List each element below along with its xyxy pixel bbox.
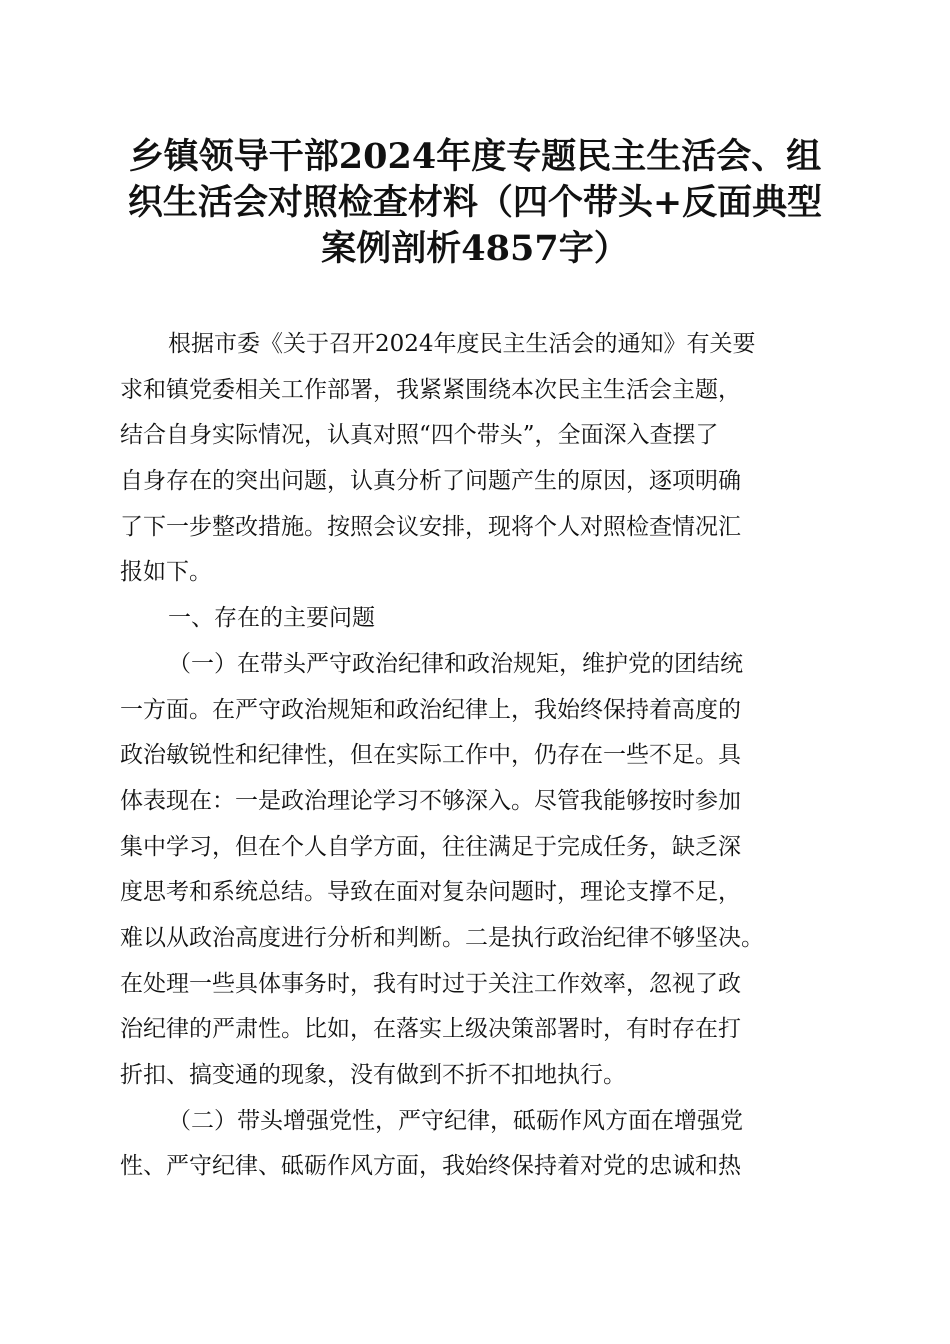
title-line: 案例剖析4857字） bbox=[321, 228, 629, 269]
text-line: （二）带头增强党性，严守纪律，砥砺作风方面在增强党 bbox=[168, 1107, 743, 1134]
text-line: 体表现在：一是政治理论学习不够深入。尽管我能够按时参加 bbox=[120, 787, 741, 814]
paragraph-part-one bbox=[120, 642, 832, 1099]
text-line: 根据市委《关于召开2024年度民主生活会的通知》有关要 bbox=[168, 331, 756, 357]
text-line: 难以从政治高度进行分析和判断。二是执行政治纪律不够坚决。 bbox=[120, 924, 764, 951]
intro-paragraph bbox=[120, 322, 832, 596]
paragraph-part-two bbox=[120, 1099, 832, 1190]
title-line: 织生活会对照检查材料（四个带头+反面典型 bbox=[127, 182, 823, 223]
text-line: 了下一步整改措施。按照会议安排，现将个人对照检查情况汇 bbox=[120, 513, 741, 540]
text-line: 政治敏锐性和纪律性，但在实际工作中，仍存在一些不足。具 bbox=[120, 742, 741, 769]
section-heading: 一、存在的主要问题 bbox=[168, 605, 375, 632]
text-line: 求和镇党委相关工作部署，我紧紧围绕本次民主生活会主题， bbox=[120, 376, 741, 403]
text-line: 集中学习，但在个人自学方面，往往满足于完成任务，缺乏深 bbox=[120, 833, 741, 860]
text-line: （一）在带头严守政治纪律和政治规矩，维护党的团结统 bbox=[168, 650, 743, 677]
document-body bbox=[120, 322, 832, 1190]
text-line: 自身存在的突出问题，认真分析了问题产生的原因，逐项明确 bbox=[120, 468, 741, 495]
text-line: 性、严守纪律、砥砺作风方面，我始终保持着对党的忠诚和热 bbox=[120, 1153, 741, 1180]
title-line: 乡镇领导干部2024年度专题民主生活会、组 bbox=[128, 136, 822, 177]
document-title bbox=[118, 134, 832, 272]
text-line: 折扣、搞变通的现象，没有做到不折不扣地执行。 bbox=[120, 1062, 626, 1088]
text-line: 一方面。在严守政治规矩和政治纪律上，我始终保持着高度的 bbox=[120, 696, 741, 723]
text-line: 在处理一些具体事务时，我有时过于关注工作效率，忽视了政 bbox=[120, 970, 741, 997]
text-line: 度思考和系统总结。导致在面对复杂问题时，理论支撑不足， bbox=[120, 879, 741, 906]
text-line: 结合自身实际情况，认真对照“四个带头”，全面深入查摆了 bbox=[120, 422, 719, 449]
text-line: 报如下。 bbox=[120, 559, 212, 586]
text-line: 治纪律的严肃性。比如，在落实上级决策部署时，有时存在打 bbox=[120, 1016, 741, 1043]
